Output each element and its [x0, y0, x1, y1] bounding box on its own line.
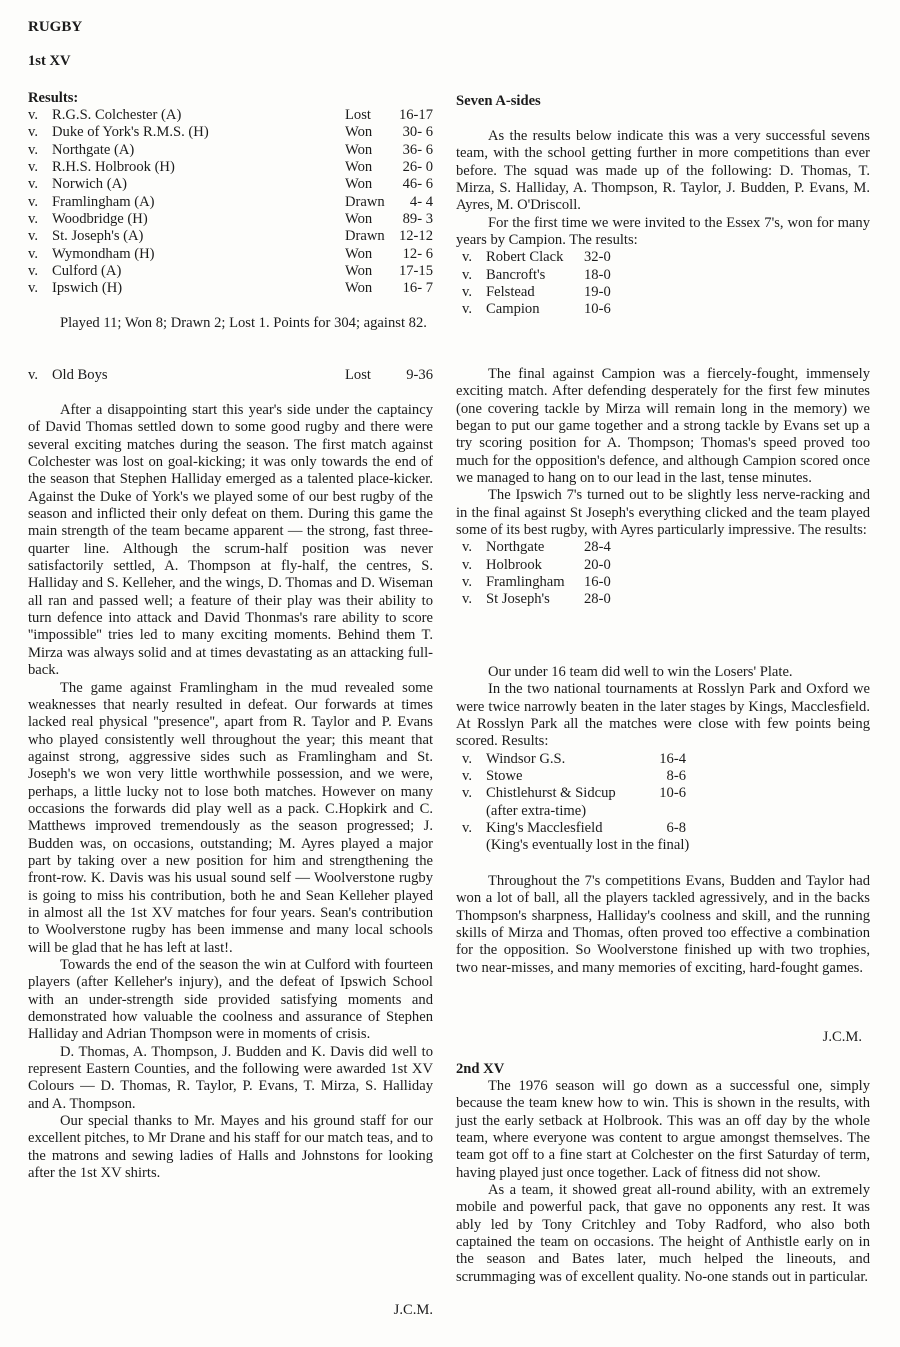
score: 89- 3 [402, 211, 433, 228]
report-paragraph: Towards the end of the season the win at Culford with fourteen players (after Kelleher's injury), and the defeat of Ipswich School with an under-strength side provided satisfying moments and demonstrated how valuable the coolness and assurance of Stephen Halliday and Adrian Thompson were in moments of crisis. [28, 957, 433, 1043]
first-xv-results-table [28, 107, 433, 298]
outcome: Won [345, 159, 373, 176]
opponent: Framlingham (A) [52, 193, 155, 210]
opponent: Robert Clack [486, 249, 564, 266]
first-xv-report [28, 402, 433, 1182]
result-row [28, 124, 433, 141]
ipswich-results-table [456, 539, 870, 608]
versus-label: v. [28, 176, 38, 193]
score: 28-0 [584, 591, 611, 608]
outcome: Won [345, 124, 373, 141]
sevens-final-block [456, 366, 870, 609]
score: 18-0 [584, 266, 611, 283]
first-xv-heading: 1st XV [28, 53, 71, 69]
sevens-intro: As the results below indicate this was a very successful sevens team, with the school getting further in more competitions than ever before. The squad was made up of the following: D. Thomas, T. Mirza, S. Halliday, A. Thompson, R. Taylor, J. Budden, P. Evans, M. Ayres, M. O'Driscoll. [456, 128, 870, 214]
score: 28-4 [584, 539, 611, 556]
results-label: Results: [28, 90, 79, 106]
under16-note: Our under 16 team did well to win the Losers' Plate. [488, 664, 793, 680]
versus-label: v. [28, 211, 38, 228]
opponent: Northgate [486, 539, 545, 556]
score: 36- 6 [402, 141, 433, 158]
report-paragraph: As a team, it showed great all-round ability, with an extremely mobile and powerful pack, that gave no opponents any rest. It was ably led by Tony Critchley and Toby Radford, who also both captained the team on occasions. The height of Anthistle early on in the season and Bates later, much helped the lineouts, and scrummaging was of excellent quality. No-one stands out in particular. [456, 1182, 870, 1285]
opponent: King's Macclesfield [486, 820, 603, 837]
outcome: Won [345, 141, 373, 158]
versus-label: v. [28, 228, 38, 245]
outcome: Won [345, 176, 373, 193]
outcome: Lost [345, 107, 371, 123]
result-row [456, 751, 870, 768]
versus-label: v. [28, 159, 38, 176]
result-row [28, 228, 433, 245]
result-row [28, 211, 433, 228]
versus-label: v. [462, 266, 472, 283]
versus-label: v. [462, 591, 472, 608]
opponent: Felstead [486, 284, 535, 301]
opponent: Woodbridge (H) [52, 211, 148, 228]
opponent: R.G.S. Colchester (A) [52, 107, 182, 123]
versus-label: v. [28, 141, 38, 158]
first-xv-signature: J.C.M. [393, 1302, 433, 1318]
result-row [28, 107, 433, 124]
versus-label: v. [462, 785, 472, 802]
score: 26- 0 [402, 159, 433, 176]
national-results-table [456, 751, 870, 855]
page-title: RUGBY [28, 19, 83, 35]
score: 12- 6 [402, 245, 433, 262]
sevens-signature: J.C.M. [822, 1029, 862, 1045]
report-paragraph: The 1976 season will go down as a successful one, simply because the team knew how to win. This is shown in the results, with just the early setback at Holbrook. This was an off day by the whole team, where everyone was content to argue amongst themselves. The team got off to a fine start at Colchester on the first Saturday of term, having played just once together. Lack of fitness did not show. [456, 1078, 870, 1181]
score: 10-6 [659, 785, 686, 802]
report-paragraph: D. Thomas, A. Thompson, J. Budden and K. Davis did well to represent Eastern Counties, and the following were awarded 1st XV Colours — D. Thomas, R. Taylor, P. Evans, T. Mirza, S. Halliday and A. Thompson. [28, 1043, 433, 1112]
result-row [28, 142, 433, 159]
result-note: (King's eventually lost in the final) [486, 837, 690, 854]
outcome: Won [345, 280, 373, 297]
result-row [456, 820, 870, 837]
essex-intro: For the first time we were invited to the Essex 7's, won for many years by Campion. The results: [456, 214, 870, 249]
old-boys-result [28, 367, 433, 384]
report-paragraph: The game against Framlingham in the mud revealed some weaknesses that nearly resulted in defeat. Our forwards at times lacked real physical ''presence'', apart from R. Taylor and P. Evans who played consistently well throughout the year; this meant that against strong, aggressive sides such as Framlingham and St. Joseph's we won very little worthwhile possession, and we were, perhaps, a little lucky not to lose both matches. However on many occasions the forwards did play well as a pack. C.Hopkirk and C. Matthews improved tremendously as the season progressed; J. Budden was, on occasions, outstanding; M. Ayres played a major part by taking over a new position for him and strengthening the front-row. K. Davis was his usual sound self — Woolverstone rugby is going to miss his contribution, both he and Sean Kelleher played in almost all the 1st XV matches for four years. Sean's contribution to Woolverstone rugby has been immense and many local schools will be glad that he has left at last!. [28, 679, 433, 956]
sevens-closing: Throughout the 7's competitions Evans, Budden and Taylor had won a lot of ball, all the players tackled agressively, and in the backs Thompson's sharpness, Halliday's coolness and skill, and the running skills of Mirza and Thomas, often proved too effective a combination for the opposition. So Woolverstone finished up with two trophies, two near-misses, and many memories of exciting, hard-fought games. [456, 873, 870, 976]
versus-label: v. [28, 367, 38, 383]
opponent: Campion [486, 301, 540, 318]
versus-label: v. [28, 245, 38, 262]
score: 19-0 [584, 284, 611, 301]
season-summary: Played 11; Won 8; Drawn 2; Lost 1. Points for 304; against 82. [60, 315, 427, 331]
score: 9-36 [406, 367, 433, 383]
versus-label: v. [28, 107, 38, 123]
score: 16-4 [659, 750, 686, 767]
report-paragraph: After a disappointing start this year's side under the captaincy of David Thomas settled down to some good rugby and there were several exciting matches during the season. The first match against Colchester was lost on goal-kicking; it was only towards the end of the season that Stephen Halliday emerged as a talented place-kicker. Against the Duke of York's we played some of our best rugby of the season and inflicted their only defeat on them. During this game the main strength of the team became apparent — the strong, fast three-quarter line. Although the scrum-half position was never satisfactorily settled, A. Thompson at fly-half, the centres, S. Halliday and S. Kelleher, and the wings, D. Thomas and D. Wiseman all ran and passed well; a feature of their play was their ability to turn defence into attack and David Thonmas's rare ability to score ''impossible'' tries led to many exciting moments. Behind them T. Mirza was always solid and at times devastating as an attacking full-back. [28, 402, 433, 679]
result-row [456, 785, 870, 802]
versus-label: v. [462, 301, 472, 318]
result-row [456, 249, 870, 266]
opponent: Culford (A) [52, 263, 122, 280]
result-row [456, 539, 870, 556]
national-block [456, 664, 870, 855]
versus-label: v. [462, 820, 472, 837]
versus-label: v. [462, 556, 472, 573]
opponent: Bancroft's [486, 266, 546, 283]
score: 12-12 [398, 228, 433, 245]
score: 16- 7 [402, 280, 433, 297]
sevens-heading: Seven A-sides [456, 93, 541, 109]
opponent: Norwich (A) [52, 176, 127, 193]
result-row [28, 194, 433, 211]
ipswich-intro: The Ipswich 7's turned out to be slightly less nerve-racking and in the final against St Joseph's everything clicked and the team played some of its best rugby, with Ayres particularly impressive. The results: [456, 487, 870, 539]
report-paragraph: Our special thanks to Mr. Mayes and his ground staff for our excellent pitches, to Mr Drane and his staff for our match teas, and to the matrons and sewing ladies of Halls and Johnstons for looking after the 1st XV shirts. [28, 1113, 433, 1182]
final-paragraph: The final against Campion was a fiercely-fought, immensely exciting match. After defending desperately for the first few minutes (one covering tackle by Mirza will remain long in the memory) we began to put our game together and a strong tackle by Evans set up a try scoring position for A. Thompson; Thomas's speed proved too much for the opposition's defence, and although Campion scored once we managed to hang on to our lead in the last, tense minutes. [456, 366, 870, 487]
second-xv-heading: 2nd XV [456, 1061, 505, 1077]
opponent: Wymondham (H) [52, 245, 155, 262]
result-note: (after extra-time) [486, 802, 587, 819]
outcome: Won [345, 211, 373, 228]
score: 20-0 [584, 556, 611, 573]
opponent: Holbrook [486, 556, 542, 573]
versus-label: v. [28, 193, 38, 210]
opponent: Old Boys [52, 367, 108, 383]
outcome: Won [345, 263, 373, 280]
score: 6-8 [666, 820, 686, 837]
outcome: Lost [345, 367, 371, 383]
essex-results-table [456, 249, 870, 318]
opponent: Northgate (A) [52, 141, 135, 158]
result-row [456, 574, 870, 591]
versus-label: v. [462, 284, 472, 301]
result-row [28, 176, 433, 193]
opponent: St. Joseph's (A) [52, 228, 144, 245]
versus-label: v. [28, 280, 38, 297]
outcome: Drawn [345, 193, 385, 210]
result-row [28, 263, 433, 280]
second-xv-report [456, 1078, 870, 1286]
score: 4- 4 [409, 193, 433, 210]
result-row [456, 267, 870, 284]
opponent: R.H.S. Holbrook (H) [52, 159, 175, 176]
outcome: Drawn [345, 228, 385, 245]
sevens-intro-block [456, 128, 870, 319]
versus-label: v. [462, 768, 472, 785]
result-row [28, 280, 433, 297]
opponent: Stowe [486, 768, 523, 785]
versus-label: v. [462, 750, 472, 767]
opponent: Ipswich (H) [52, 280, 123, 297]
score: 16-17 [398, 107, 433, 123]
score: 16-0 [584, 574, 611, 591]
opponent: Chistlehurst & Sidcup [486, 785, 616, 802]
result-row [28, 246, 433, 263]
versus-label: v. [462, 539, 472, 556]
result-row [28, 159, 433, 176]
national-intro: In the two national tournaments at Rosslyn Park and Oxford we were twice narrowly beaten in the later stages by Kings, Macclesfield. At Rosslyn Park all the matches were close with few points being scored. Results: [456, 681, 870, 750]
versus-label: v. [462, 249, 472, 266]
result-row [456, 591, 870, 608]
score: 32-0 [584, 249, 611, 266]
result-row [456, 301, 870, 318]
score: 8-6 [666, 768, 686, 785]
versus-label: v. [28, 263, 38, 280]
opponent: Windsor G.S. [486, 750, 566, 767]
opponent: St Joseph's [486, 591, 550, 608]
score: 10-6 [584, 301, 611, 318]
opponent: Duke of York's R.M.S. (H) [52, 124, 209, 141]
result-row [456, 284, 870, 301]
score: 30- 6 [402, 124, 433, 141]
result-row [456, 768, 870, 785]
outcome: Won [345, 245, 373, 262]
result-row [456, 557, 870, 574]
versus-label: v. [462, 574, 472, 591]
score: 17-15 [398, 263, 433, 280]
versus-label: v. [28, 124, 38, 141]
opponent: Framlingham [486, 574, 565, 591]
score: 46- 6 [402, 176, 433, 193]
